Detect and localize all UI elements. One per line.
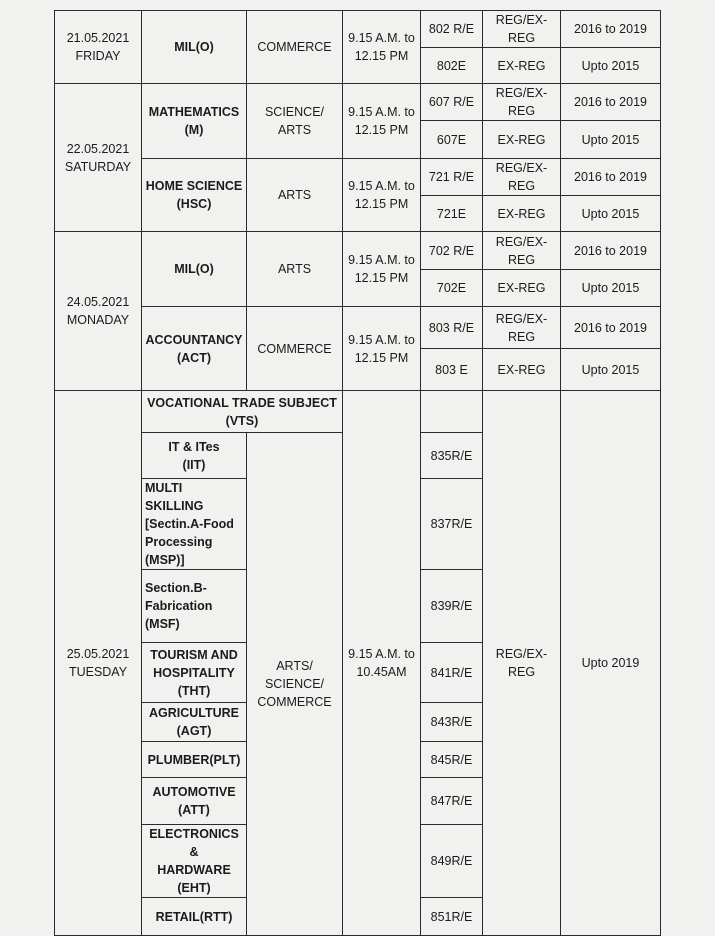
table-row	[55, 159, 661, 196]
code-cell: 841R/E	[421, 643, 483, 703]
trade-line: (IIT)	[182, 457, 206, 472]
trade-line: (ATT)	[178, 803, 210, 817]
stream-cell: COMMERCE	[247, 307, 343, 391]
category-cell: REG/EX-REG	[483, 159, 561, 196]
vocational-header-abbr: (VTS)	[225, 413, 259, 428]
date-text: 22.05.2021	[66, 141, 130, 156]
code-cell: 721 R/E	[421, 159, 483, 196]
code-cell: 837R/E	[421, 479, 483, 570]
subject-name: ACCOUNTANCY	[145, 332, 243, 347]
code-cell: 849R/E	[421, 825, 483, 898]
trade-cell	[142, 825, 247, 898]
date-text: 24.05.2021	[66, 295, 130, 309]
time-cell: 9.15 A.M. to 12.15 PM	[343, 232, 421, 307]
date-text: 25.05.2021	[66, 647, 130, 661]
subject-abbr: (HSC)	[176, 197, 212, 211]
trade-line: HOSPITALITY	[153, 665, 235, 680]
subject-cell	[142, 307, 247, 391]
time-cell: 9.15 A.M. to 12.15 PM	[343, 84, 421, 159]
code-cell: 803 E	[421, 349, 483, 391]
code-cell: 847R/E	[421, 778, 483, 825]
stream-cell	[247, 433, 343, 936]
trade-line: ELECTRONICS &	[149, 827, 239, 859]
trade-line: TOURISM AND	[150, 647, 238, 662]
table-row	[55, 307, 661, 349]
subject-cell: MIL(O)	[142, 232, 247, 307]
category-cell: REG/EX-REG	[483, 11, 561, 48]
code-cell: 839R/E	[421, 570, 483, 643]
code-cell: 803 R/E	[421, 307, 483, 349]
weekday-text: MONADAY	[66, 313, 130, 327]
category-cell: EX-REG	[483, 349, 561, 391]
code-cell: 802E	[421, 48, 483, 84]
subject-abbr: (M)	[184, 123, 204, 137]
vocational-header-cell	[142, 391, 343, 433]
subject-cell	[142, 84, 247, 159]
code-cell: 835R/E	[421, 433, 483, 479]
trade-cell	[142, 778, 247, 825]
category-cell: EX-REG	[483, 121, 561, 159]
stream-line-1: ARTS/ SCIENCE/	[264, 659, 325, 691]
category-cell: EX-REG	[483, 48, 561, 84]
years-cell: Upto 2015	[561, 121, 661, 159]
code-cell: 851R/E	[421, 898, 483, 936]
category-cell: REG/EX-REG	[483, 307, 561, 349]
subject-abbr: (ACT)	[176, 350, 211, 365]
trade-cell	[142, 703, 247, 742]
code-cell: 607E	[421, 121, 483, 159]
category-cell: REG/EX-REG	[483, 232, 561, 270]
stream-cell: ARTS	[247, 232, 343, 307]
trade-line: RETAIL(RTT)	[155, 909, 233, 924]
code-cell: 802 R/E	[421, 11, 483, 48]
trade-line: (EHT)	[177, 881, 211, 895]
subject-cell: MIL(O)	[142, 11, 247, 84]
trade-line: HARDWARE	[157, 863, 231, 877]
code-cell: 702E	[421, 270, 483, 307]
trade-cell	[142, 479, 247, 570]
code-cell	[421, 391, 483, 433]
time-line-1: 9.15 A.M. to	[348, 647, 415, 661]
trade-cell	[142, 742, 247, 778]
trade-line: Processing	[145, 535, 213, 549]
category-cell: EX-REG	[483, 196, 561, 232]
code-cell: 845R/E	[421, 742, 483, 778]
trade-cell	[142, 898, 247, 936]
category-cell: REG/EX-REG	[483, 84, 561, 121]
trade-cell	[142, 570, 247, 643]
trade-line: Fabrication	[145, 599, 213, 613]
code-cell: 702 R/E	[421, 232, 483, 270]
subject-cell	[142, 159, 247, 232]
years-cell: Upto 2015	[561, 48, 661, 84]
code-cell: 607 R/E	[421, 84, 483, 121]
years-cell: 2016 to 2019	[561, 11, 661, 48]
trade-cell	[142, 643, 247, 703]
category-cell: EX-REG	[483, 270, 561, 307]
trade-line: [Sectin.A-Food	[145, 517, 234, 531]
time-cell: 9.15 A.M. to 12.15 PM	[343, 307, 421, 391]
subject-name: HOME SCIENCE	[145, 179, 243, 193]
trade-line: (MSP)]	[145, 553, 185, 567]
date-cell	[55, 84, 142, 232]
date-cell	[55, 11, 142, 84]
time-line-2: 10.45AM	[356, 665, 407, 679]
trade-line: AGRICULTURE	[148, 706, 240, 720]
years-cell: Upto 2015	[561, 196, 661, 232]
weekday-text: TUESDAY	[68, 665, 128, 679]
trade-line: PLUMBER(PLT)	[147, 752, 241, 767]
trade-line: IT & ITes	[168, 439, 220, 454]
stream-line-2: COMMERCE	[257, 695, 332, 709]
time-cell: 9.15 A.M. to 12.15 PM	[343, 159, 421, 232]
years-cell: 2016 to 2019	[561, 159, 661, 196]
table-row	[55, 11, 661, 48]
date-cell	[55, 391, 142, 936]
years-cell: Upto 2015	[561, 270, 661, 307]
time-cell	[343, 391, 421, 936]
weekday-text: SATURDAY	[64, 159, 132, 174]
trade-cell	[142, 433, 247, 479]
trade-line: MULTI SKILLING	[145, 481, 204, 513]
trade-line: (AGT)	[176, 724, 212, 738]
years-cell: 2016 to 2019	[561, 232, 661, 270]
trade-line: AUTOMOTIVE	[152, 785, 236, 799]
table-row	[55, 84, 661, 121]
years-cell: 2016 to 2019	[561, 84, 661, 121]
trade-line: (THT)	[177, 683, 211, 698]
table-row	[55, 232, 661, 270]
date-cell	[55, 232, 142, 391]
time-cell: 9.15 A.M. to 12.15 PM	[343, 11, 421, 84]
date-text: 21.05.2021	[66, 31, 130, 45]
stream-cell: COMMERCE	[247, 11, 343, 84]
years-cell: Upto 2015	[561, 349, 661, 391]
years-cell: Upto 2019	[561, 391, 661, 936]
years-cell: 2016 to 2019	[561, 307, 661, 349]
vocational-header: VOCATIONAL TRADE SUBJECT	[147, 395, 337, 410]
table-row	[55, 391, 661, 433]
code-cell: 721E	[421, 196, 483, 232]
stream-cell: ARTS	[247, 159, 343, 232]
stream-cell: SCIENCE/ ARTS	[247, 84, 343, 159]
trade-line: (MSF)	[145, 617, 180, 631]
exam-schedule-table	[54, 10, 661, 936]
code-cell: 843R/E	[421, 703, 483, 742]
category-cell: REG/EX-REG	[483, 391, 561, 936]
trade-line: Section.B-	[145, 581, 207, 595]
weekday-text: FRIDAY	[75, 49, 121, 63]
subject-name: MATHEMATICS	[148, 105, 240, 119]
